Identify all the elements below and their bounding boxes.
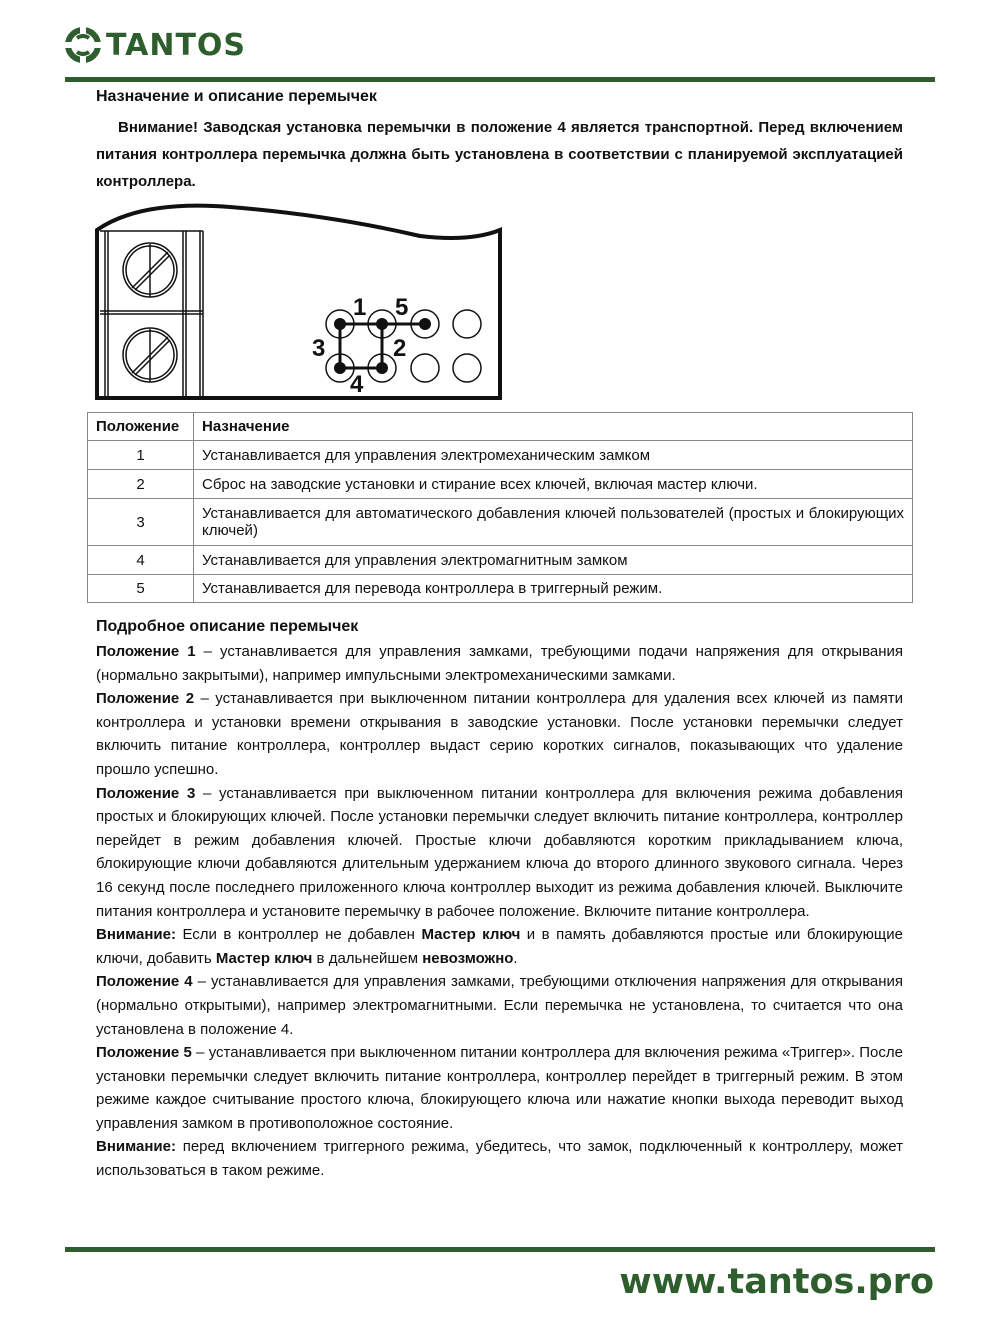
jumper-label-4: 4 — [350, 371, 364, 398]
paragraph — [96, 923, 903, 970]
header-rule — [65, 77, 935, 82]
cell-desc: Устанавливается для перевода контроллера в триггерный режим. — [194, 575, 913, 603]
term: Мастер ключ — [421, 926, 521, 944]
jumper-diagram — [90, 200, 510, 410]
tantos-logo-icon — [64, 26, 102, 64]
text: – устанавливается при выключенном питании контроллера для включения режима «Триггер». После установки перемычки следует включить питание контроллера, контроллер перейдет в триггерный режим. В этом режиме каждое считывание простого ключа, блокирующего ключа или нажатие кнопки выхода переводит выход управления замком в противоположное состояние. — [96, 1044, 903, 1132]
term: Положение 1 — [96, 643, 196, 660]
section-title: Назначение и описание перемычек — [96, 88, 377, 105]
paragraph — [96, 782, 903, 924]
jumper-label-5: 5 — [395, 294, 409, 321]
text: – устанавливается для управления замками, требующими подачи напряжения для открывания (нормально закрытыми), например импульсными электромеханическими замками. — [96, 643, 904, 684]
term: Положение 4 — [96, 973, 193, 991]
cell-pos: 1 — [88, 441, 194, 470]
term: невозможно — [422, 949, 514, 967]
text: Если в контроллер не добавлен — [175, 926, 422, 944]
cell-pos: 5 — [88, 575, 194, 603]
header-position: Положение — [88, 413, 194, 441]
text: – устанавливается при выключенном питании контроллера для включения режима добавления простых и блокирующих ключей. После установки перемычки следует включить питание контроллера, контроллер перейдет в режим добавления ключей. Простые ключи добавляются коротким прикладыванием ключа, блокирующие ключи добавляются длительным удержанием ключа до второго длинного звукового сигнала. Через 16 секунд после последнего приложенного ключа контроллер выходит из режима добавления ключей. Выключите питания контроллера и установите перемычку в рабочее положение. Включите питание контроллера. — [96, 784, 903, 920]
detailed-description — [96, 640, 903, 1183]
paragraph — [96, 970, 903, 1041]
table-row — [88, 499, 913, 546]
text: . — [513, 949, 518, 967]
term: Внимание: — [96, 1138, 176, 1156]
text: – устанавливается при выключенном питании контроллера для удаления всех ключей из памяти контроллера и установки времени открывания в заводские установки. После установки перемычки следует включить питание контроллера, контроллер выдаст серию коротких сигналов, показывающих что удаление прошло успешно. — [96, 690, 903, 778]
brand-name: TANTOS — [106, 27, 247, 63]
cell-desc: Сброс на заводские установки и стирание всех ключей, включая мастер ключи. — [194, 470, 913, 499]
term: Положение 5 — [96, 1044, 192, 1062]
table-row — [88, 546, 913, 575]
logo — [64, 26, 246, 64]
header-purpose: Назначение — [194, 413, 913, 441]
table-row — [88, 470, 913, 499]
table-row — [88, 575, 913, 603]
jumper-label-3: 3 — [312, 335, 326, 362]
term: Внимание: — [96, 926, 176, 944]
cell-desc: Устанавливается для автоматического добавления ключей пользователей (простых и блокирующих ключей) — [194, 499, 913, 546]
cell-pos: 2 — [88, 470, 194, 499]
cell-pos: 4 — [88, 546, 194, 575]
cell-desc: Устанавливается для управления электромеханическим замком — [194, 441, 913, 470]
jumper-label-2: 2 — [393, 335, 407, 362]
paragraph — [96, 640, 903, 687]
cell-pos: 3 — [88, 499, 194, 546]
text: в дальнейшем — [312, 949, 423, 967]
paragraph — [96, 1135, 903, 1182]
website-url: www.tantos.pro — [619, 1262, 934, 1302]
term: Мастер ключ — [215, 949, 313, 967]
text: перед включением триггерного режима, убедитесь, что замок, подключенный к контроллеру, может использоваться в таком режиме. — [96, 1138, 903, 1180]
jumper-table — [87, 412, 913, 603]
table-header — [88, 413, 913, 441]
cell-desc: Устанавливается для управления электромагнитным замком — [194, 546, 913, 575]
paragraph — [96, 1041, 903, 1135]
warning-text: Внимание! Заводская установка перемычки в положение 4 является транспортной. Перед включением питания контроллера перемычка должна быть установлена в соответствии с планируемой эксплуатацией контроллера. — [96, 119, 903, 190]
section-title-detailed: Подробное описание перемычек — [96, 618, 359, 635]
paragraph — [96, 687, 903, 781]
term: Положение 2 — [96, 690, 195, 708]
text: – устанавливается для управления замками, требующими отключения напряжения для открывания (нормально открытыми), например электромагнитными. Если перемычка не установлена, то считается что она установлена в положение 4. — [96, 973, 903, 1038]
term: Положение 3 — [96, 784, 196, 802]
table-row — [88, 441, 913, 470]
text: и в память добавляются простые или блокирующие ключи, добавить — [96, 926, 903, 967]
jumper-label-1: 1 — [353, 294, 367, 321]
footer-rule — [65, 1247, 935, 1252]
